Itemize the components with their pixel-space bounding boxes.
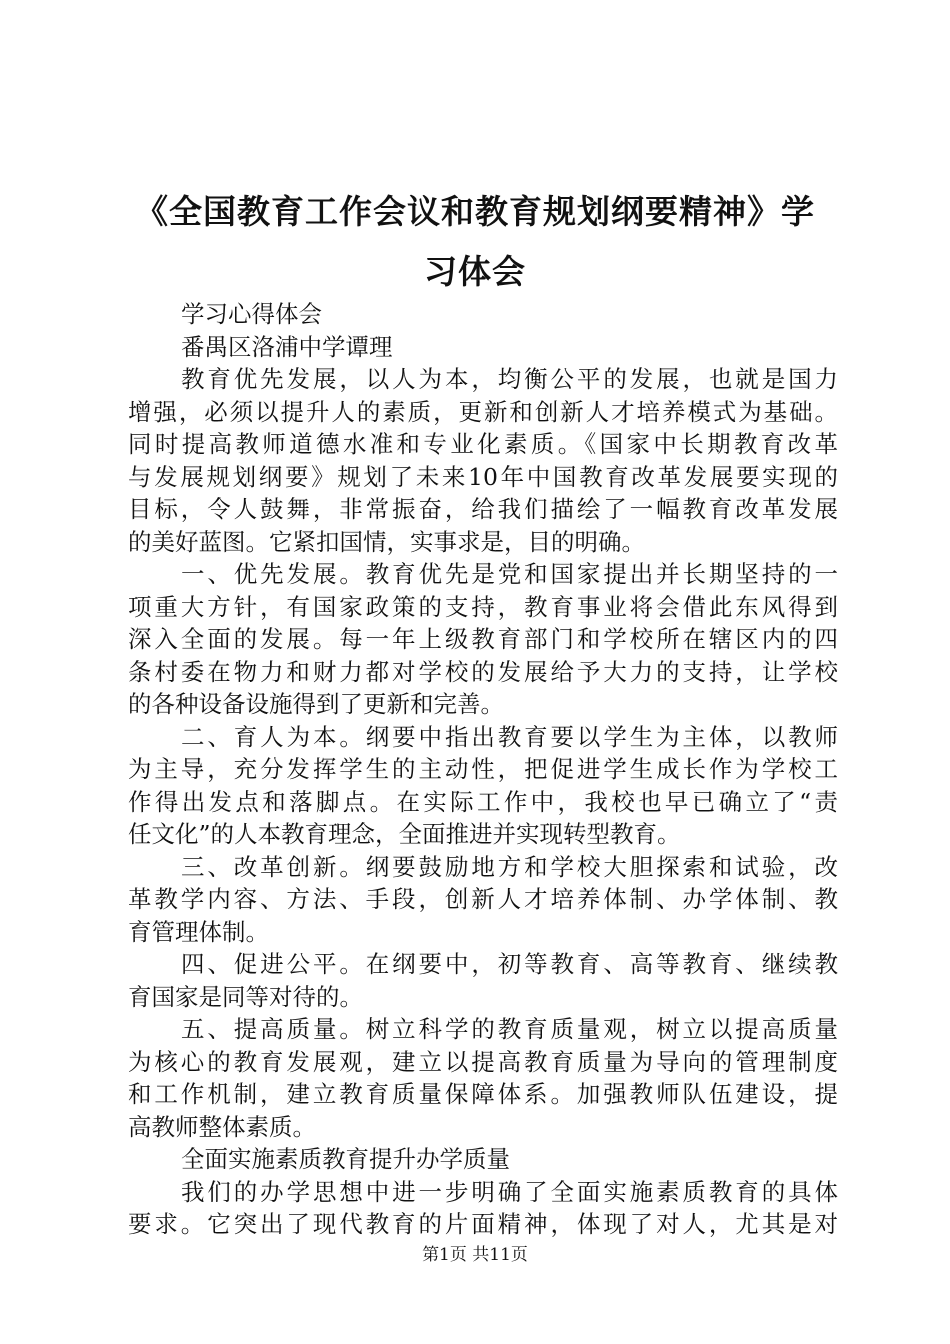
text-line: 育国家是同等对待的。 <box>128 982 363 1011</box>
text-line: 一、优先发展。教育优先是党和国家提出并长期坚持的一 <box>181 560 838 588</box>
text-line: 深入全面的发展。每一年上级教育部门和学校所在辖区内的四 <box>128 625 838 653</box>
text-line: 与发展规划纲要》规划了未来10年中国教育改革发展要实现的 <box>128 462 838 491</box>
text-line: 要求。它突出了现代教育的片面精神，体现了对人，尤其是对 <box>128 1210 838 1238</box>
text-line: 育管理体制。 <box>128 917 269 946</box>
text-line: 为主导，充分发挥学生的主动性，把促进学生成长作为学校工 <box>128 755 838 783</box>
text-line: 为核心的教育发展观，建立以提高教育质量为导向的管理制度 <box>128 1047 838 1076</box>
document-title <box>100 182 850 302</box>
text-line: 和工作机制，建立教育质量保障体系。加强教师队伍建设，提 <box>128 1080 838 1108</box>
text-line: 我们的办学思想中进一步明确了全面实施素质教育的具体 <box>181 1177 838 1206</box>
text-line: 教育优先发展，以人为本，均衡公平的发展，也就是国力 <box>181 365 838 393</box>
text-line: 革教学内容、方法、手段，创新人才培养体制、办学体制、教 <box>128 885 838 913</box>
text-line: 四、促进公平。在纲要中，初等教育、高等教育、继续教 <box>181 950 838 978</box>
text-line: 五、提高质量。树立科学的教育质量观，树立以提高质量 <box>181 1015 838 1043</box>
text-line: 目标，令人鼓舞，非常振奋，给我们描绘了一幅教育改革发展 <box>128 495 838 523</box>
text-line: 的各种设备设施得到了更新和完善。 <box>128 690 504 718</box>
text-line: 高教师整体素质。 <box>128 1112 316 1141</box>
text-line: 的美好蓝图。它紧扣国情，实事求是，目的明确。 <box>128 527 645 556</box>
text-line: 任文化”的人本教育理念，全面推进并实现转型教育。 <box>128 820 681 848</box>
text-line: 同时提高教师道德水准和专业化素质。《国家中长期教育改革 <box>128 430 838 458</box>
text-line: 三、改革创新。纲要鼓励地方和学校大胆探索和试验，改 <box>181 852 838 881</box>
text-line: 学习心得体会 <box>181 300 322 328</box>
text-line: 全面实施素质教育提升办学质量 <box>181 1145 510 1173</box>
page-footer: 第1页 共11页 <box>422 1245 528 1265</box>
text-line: 作得出发点和落脚点。在实际工作中，我校也早已确立了“责 <box>128 787 838 816</box>
text-line: 条村委在物力和财力都对学校的发展给予大力的支持，让学校 <box>128 657 838 686</box>
document-body <box>128 298 838 1241</box>
title-line-2: 习体会 <box>424 252 526 291</box>
text-line: 番禺区洛浦中学谭理 <box>181 332 393 361</box>
text-line: 增强，必须以提升人的素质，更新和创新人才培养模式为基础。 <box>128 397 838 426</box>
text-line: 项重大方针，有国家政策的支持，教育事业将会借此东风得到 <box>128 592 838 621</box>
title-line-1: 《全国教育工作会议和教育规划纲要精神》学 <box>135 192 815 231</box>
text-line: 二、育人为本。纲要中指出教育要以学生为主体，以教师 <box>181 722 838 751</box>
